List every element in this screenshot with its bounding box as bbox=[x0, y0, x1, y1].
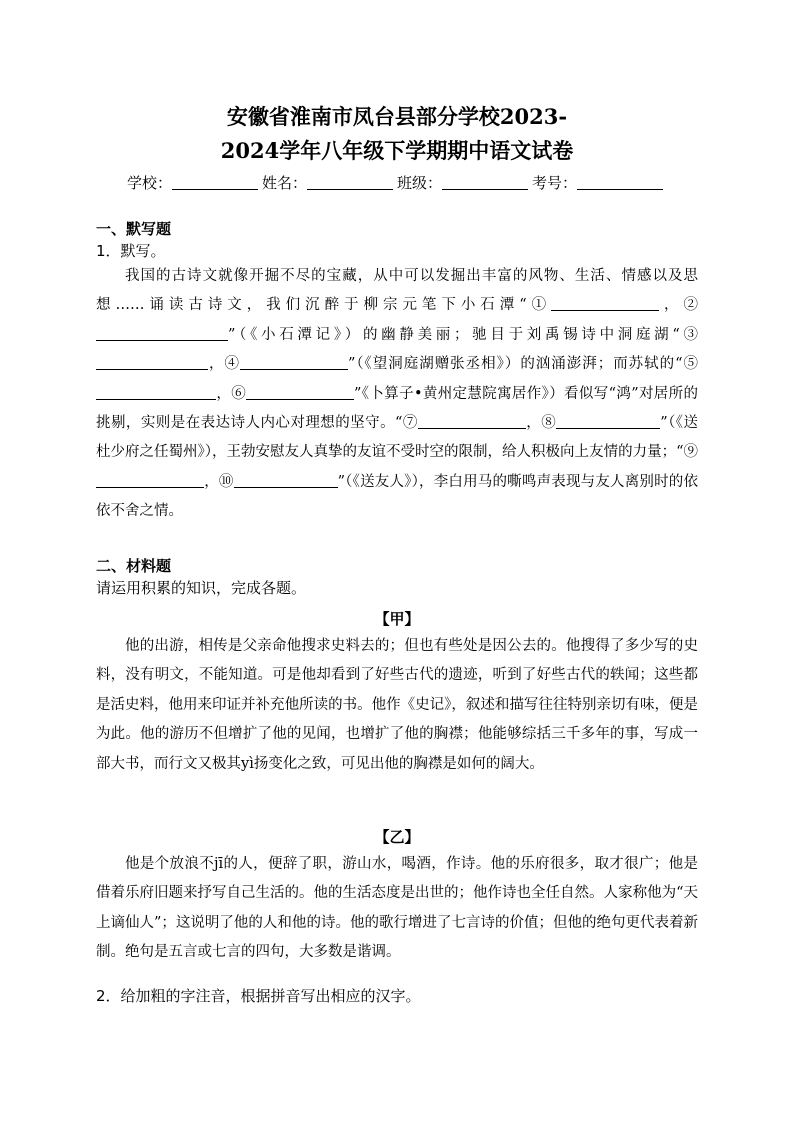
blank-3 bbox=[96, 355, 208, 370]
passage-seg-7: ”《卜算子•黄州定慧院寓居作》）看似写“鸿”对居所的挑剔，实则是在表达诗人内心对理想的坚守。“⑦ bbox=[96, 385, 698, 432]
section2-heading: 二、材料题 bbox=[96, 557, 172, 575]
class-label: 班级： bbox=[397, 174, 443, 192]
blank-10 bbox=[234, 473, 338, 488]
exam-title-line1: 安徽省淮南市凤台县部分学校2023- bbox=[226, 104, 568, 129]
passage-seg-5: ”（《望洞庭湖赠张丞相》）的汹涌澎湃；而苏轼的“⑤ bbox=[347, 356, 698, 373]
question2-label: 2．给加粗的字注音，根据拼音写出相应的汉字。 bbox=[96, 987, 421, 1005]
passage-seg-6: ，⑥ bbox=[216, 385, 247, 402]
blank-8 bbox=[556, 414, 660, 429]
exam-title-line2: 2024学年八年级下学期期中语文试卷 bbox=[220, 138, 574, 163]
blank-4 bbox=[240, 355, 348, 370]
class-blank bbox=[442, 175, 528, 190]
question1-passage bbox=[96, 262, 698, 527]
passage-seg-4: ，④ bbox=[208, 356, 240, 373]
passage-seg-2: ，② bbox=[659, 297, 699, 314]
exam-number-label: 考号： bbox=[532, 174, 578, 192]
question1-label: 1．默写。 bbox=[96, 242, 166, 260]
blank-5 bbox=[96, 385, 216, 400]
blank-2 bbox=[96, 326, 228, 341]
section2-intro: 请运用积累的知识，完成各题。 bbox=[96, 579, 307, 597]
blank-1 bbox=[551, 296, 659, 311]
name-label: 姓名： bbox=[261, 174, 307, 192]
exam-number-blank bbox=[577, 175, 663, 190]
blank-9 bbox=[96, 473, 204, 488]
section1-heading: 一、默写题 bbox=[96, 220, 172, 238]
blank-7 bbox=[418, 414, 526, 429]
school-label: 学校： bbox=[126, 174, 172, 192]
passage-seg-10: ，⑩ bbox=[204, 473, 234, 490]
passage-jia: 他的出游，相传是父亲命他搜求史料去的；但也有些处是因公去的。他搜得了多少写的史料，没有明文，不能知道。可是他却看到了好些古代的遗迹，听到了好些古代的轶闻；这些都是活史料，他用来印证并补充他所读的书。他作《史记》，叙述和描写往往特别亲切有味，便是为此。他的游历不但增扩了他的见闻，也增扩了他的胸襟；他能够综括三千多年的事，写成一部大书，而行文又极其yì扬变化之致，可见出他的胸襟是如何的阔大。 bbox=[96, 638, 698, 772]
student-info-row bbox=[0, 172, 794, 193]
passage-seg-3: ”（《小石潭记》）的幽静美丽；驰目于刘禹锡诗中洞庭湖“③ bbox=[228, 326, 698, 343]
blank-6 bbox=[246, 385, 354, 400]
passage-seg-8: ，⑧ bbox=[525, 415, 557, 432]
passage-yi: 他是个放浪不jī的人，便辞了职，游山水，喝酒，作诗。他的乐府很多，取才很广；他是借着乐府旧题来抒写自己生活的。他的生活态度是出世的；他作诗也全任自然。人家称他为“天上谪仙人”；这说明了他的人和他的诗。他的歌行增进了七言诗的价值；但他的绝句更代表着新制。绝句是五言或七言的四句，大多数是谐调。 bbox=[96, 856, 698, 961]
passage-seg-11: ”（《送友人》），李白用马的嘶鸣声表现与友人离别时的依依不舍之情。 bbox=[96, 473, 698, 520]
passage-jia-label: 【甲】 bbox=[374, 610, 420, 628]
name-blank bbox=[307, 175, 393, 190]
school-blank bbox=[172, 175, 258, 190]
passage-seg-9: ”（《送杜少府之任蜀州》），王勃安慰友人真挚的友谊不受时空的限制，给人积极向上友情的力量；“⑨ bbox=[96, 415, 698, 461]
passage-seg-1: 我国的古诗文就像开掘不尽的宝藏，从中可以发掘出丰富的风物、生活、情感以及思想……诵读古诗文，我们沉醉于柳宗元笔下小石潭“① bbox=[96, 268, 698, 314]
passage-yi-label: 【乙】 bbox=[374, 828, 420, 846]
